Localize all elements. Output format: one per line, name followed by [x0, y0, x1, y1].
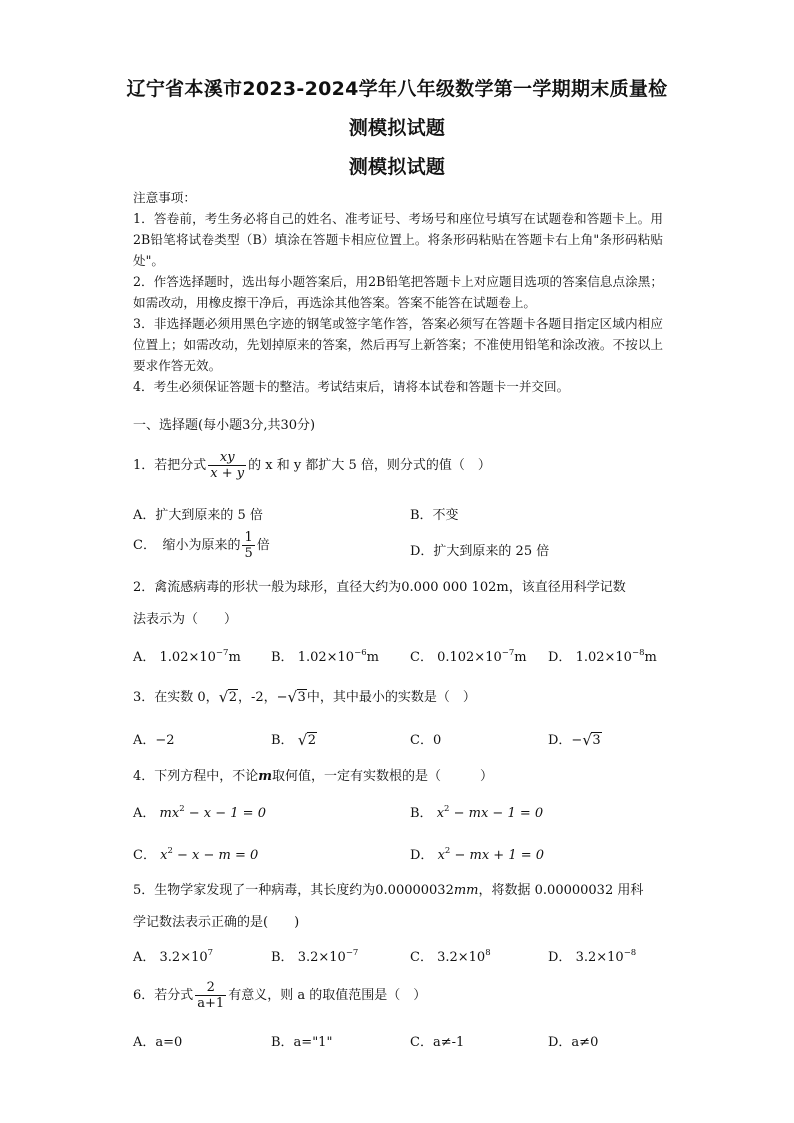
q4-option-d-eq1: x [437, 848, 445, 863]
q4-variable: m [258, 769, 273, 784]
q6-fraction [195, 980, 226, 1011]
q5-option-d-base: 3.2×10 [575, 950, 624, 965]
q2-option-c-base: 0.102×10 [437, 650, 502, 665]
q4-option-b-eq2: − mx − 1 = 0 [449, 806, 544, 821]
q5-stem-pre: 5．生物学家发现了一种病毒，其长度约为 [133, 883, 376, 898]
q1-fraction [208, 450, 246, 481]
q3-sqrt-3 [288, 690, 307, 705]
q5-option-b-base: 3.2×10 [297, 950, 346, 965]
notes-block [133, 187, 663, 397]
q4-option-d [410, 844, 544, 863]
q3-option-c: C．0 [410, 733, 442, 748]
q1-option-d: D．扩大到原来的 25 倍 [410, 544, 550, 559]
q6-option-b: B．a="1" [271, 1035, 333, 1050]
section-heading-choice: 一、选择题(每小题3分,共30分) [133, 418, 316, 433]
question-3 [133, 686, 476, 705]
q3-stem-mid: ，-2，− [237, 690, 288, 705]
q2-option-b [271, 646, 379, 665]
q5-option-c-label: C． [410, 950, 433, 965]
question-1 [133, 450, 491, 481]
sqrt-radical-icon: √ [287, 688, 298, 706]
q6-option-c: C．a≠-1 [410, 1035, 465, 1050]
q4-option-b-label: B． [410, 806, 433, 821]
q2-option-d-label: D． [548, 650, 572, 665]
q2-option-b-unit: m [366, 650, 379, 665]
q4-option-d-exp: 2 [444, 846, 451, 856]
notes-heading: 注意事项： [133, 190, 196, 205]
q1-option-c-den: 5 [244, 546, 253, 561]
q6-denominator: a+1 [197, 996, 225, 1011]
q4-option-d-label: D． [410, 848, 434, 863]
q1-option-c-num: 1 [244, 530, 253, 545]
q5-option-b [271, 946, 358, 965]
q3-radicand-1: 2 [228, 690, 237, 705]
note-item: 3．非选择题必须用黑色字迹的钢笔或签字笔作答，答案必须写在答题卡各题目指定区域内相应位置上；如需改动，先划掉原来的答案，然后再写上新答案；不准使用铅笔和涂改液。不按以上要求作答无效。 [133, 316, 663, 373]
q4-option-c-exp: 2 [167, 846, 173, 856]
q4-option-a-exp: 2 [179, 804, 185, 814]
q1-option-c [133, 530, 270, 561]
q5-option-b-label: B． [271, 950, 294, 965]
q4-option-a-eq1: mx [159, 806, 180, 821]
q1-option-b: B．不变 [410, 508, 459, 523]
q6-option-a: A．a=0 [133, 1035, 183, 1050]
q3-option-b-sqrt [298, 733, 317, 748]
q1-numerator: xy [208, 450, 246, 466]
q5-option-d [548, 946, 636, 965]
q2-option-d-unit: m [644, 650, 657, 665]
question-5-line2: 学记数法表示正确的是( ) [133, 915, 300, 930]
q3-option-b [271, 729, 317, 748]
q2-option-b-base: 1.02×10 [297, 650, 355, 665]
q6-stem-pre: 6．若分式 [133, 988, 194, 1003]
q4-stem-post: 取何值，一定有实数根的是（ ） [272, 769, 494, 784]
q2-option-a-label: A． [133, 650, 156, 665]
q5-value: 0.00000032 [375, 883, 454, 898]
exam-title-line1: 辽宁省本溪市2023-2024学年八年级数学第一学期期末质量检 [126, 78, 668, 100]
q6-numerator: 2 [195, 980, 226, 996]
question-2-line2: 法表示为（ ） [133, 612, 238, 627]
q2-option-d [548, 646, 657, 665]
note-item: 4．考生必须保证答题卡的整洁。考试结束后，请将本试卷和答题卡一并交回。 [133, 379, 570, 394]
q3-stem-pre: 3．在实数 0， [133, 690, 219, 705]
q2-option-b-exp: −6 [354, 648, 367, 658]
q2-option-d-base: 1.02×10 [575, 650, 632, 665]
q2-option-c-label: C． [410, 650, 433, 665]
q1-option-c-fraction [242, 530, 254, 561]
q4-stem-pre: 4．下列方程中，不论 [133, 769, 259, 784]
q5-option-c [410, 946, 491, 965]
q3-sqrt-2 [219, 690, 238, 705]
question-2-line1: 2．禽流感病毒的形状一般为球形，直径大约为0.000 000 102m，该直径用科学记数 [133, 580, 626, 595]
sqrt-radical-icon: √ [297, 731, 308, 749]
q1-option-c-post: 倍 [256, 538, 270, 553]
q2-option-c-exp: −7 [501, 648, 515, 658]
q3-option-d-label: D．− [548, 733, 583, 748]
note-item: 1．答卷前，考生务必将自己的姓名、准考证号、考场号和座位号填写在试题卷和答题卡上。用2B铅笔将试卷类型（B）填涂在答题卡相应位置上。将条形码粘贴在答题卡右上角"条形码粘贴处"。 [133, 211, 663, 268]
question-4 [133, 765, 493, 784]
q4-option-c-eq1: x [160, 848, 168, 863]
q5-option-d-label: D． [548, 950, 572, 965]
q2-option-c-unit: m [514, 650, 527, 665]
q4-option-c-eq2: − x − m = 0 [172, 848, 259, 863]
q5-stem-post: ，将数据 0.00000032 用科 [478, 883, 644, 898]
q4-option-d-eq2: − mx + 1 = 0 [450, 848, 545, 863]
q3-option-d-radicand: 3 [592, 733, 601, 748]
q5-option-a [133, 946, 213, 965]
q4-option-a-eq2: − x − 1 = 0 [184, 806, 266, 821]
q5-option-d-exp: −8 [623, 948, 637, 958]
exam-title-line2: 测模拟试题 [348, 117, 446, 139]
q4-option-b-eq1: x [436, 806, 445, 821]
question-6 [133, 980, 426, 1011]
q3-option-d-sqrt [582, 733, 601, 748]
q2-option-b-label: B． [271, 650, 294, 665]
q5-option-c-base: 3.2×10 [437, 950, 486, 965]
sqrt-radical-icon: √ [582, 731, 592, 749]
sqrt-radical-icon: √ [218, 688, 229, 706]
q2-option-a-base: 1.02×10 [159, 650, 216, 665]
q1-stem-pre: 1．若把分式 [133, 458, 207, 473]
q2-option-c [410, 646, 527, 665]
q4-option-b [410, 802, 543, 821]
q3-option-b-label: B． [271, 733, 294, 748]
q6-stem-post: 有意义，则 a 的取值范围是（ ） [228, 988, 427, 1003]
q2-option-d-exp: −8 [631, 648, 645, 658]
q2-option-a-unit: m [228, 650, 241, 665]
q4-option-c-label: C． [133, 848, 156, 863]
exam-title-line3: 测模拟试题 [348, 156, 446, 178]
q5-option-b-exp: −7 [345, 948, 359, 958]
q5-option-a-label: A． [133, 950, 156, 965]
q3-option-d [548, 729, 602, 748]
q1-stem-post: 的 x 和 y 都扩大 5 倍，则分式的值（ ） [248, 458, 491, 473]
q2-option-a [133, 646, 241, 665]
q5-unit: mm [453, 883, 479, 898]
q1-denominator: x + y [210, 466, 245, 481]
q4-option-c [133, 844, 258, 863]
q4-option-a-label: A． [133, 806, 156, 821]
q5-option-a-base: 3.2×10 [159, 950, 208, 965]
q3-option-b-radicand: 2 [307, 733, 316, 748]
q3-stem-post: 中，其中最小的实数是（ ） [306, 690, 476, 705]
q2-option-a-exp: −7 [215, 648, 229, 658]
q1-option-a: A．扩大到原来的 5 倍 [133, 508, 263, 523]
q3-option-a: A．−2 [133, 733, 175, 748]
q5-option-c-exp: 8 [485, 948, 491, 958]
q4-option-a [133, 802, 266, 821]
q4-option-b-exp: 2 [444, 804, 450, 814]
note-item: 2．作答选择题时，选出每小题答案后，用2B铅笔把答题卡上对应题目选项的答案信息点涂黑；如需改动，用橡皮擦干净后，再选涂其他答案。答案不能答在试题卷上。 [133, 274, 663, 310]
question-5-line1 [133, 879, 643, 898]
q3-radicand-2: 3 [297, 690, 306, 705]
q6-option-d: D．a≠0 [548, 1035, 599, 1050]
q5-option-a-exp: 7 [207, 948, 214, 958]
q1-option-c-pre: C． 缩小为原来的 [133, 538, 241, 553]
